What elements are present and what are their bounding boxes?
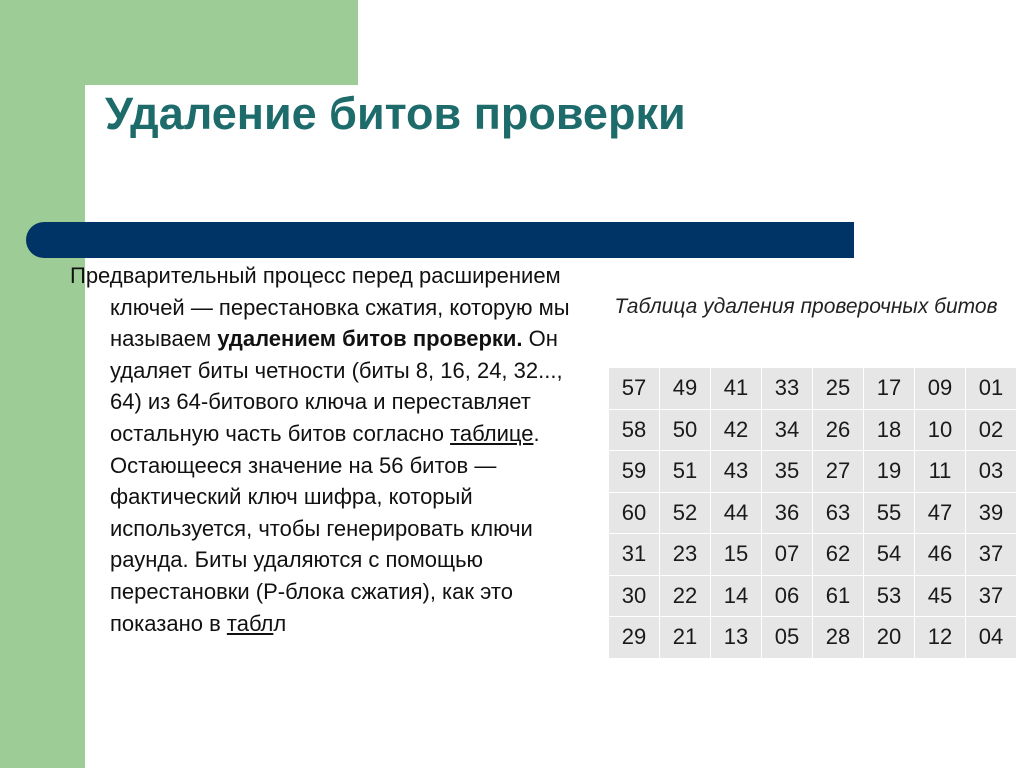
title-divider-bar xyxy=(26,222,854,258)
table-cell: 61 xyxy=(813,575,864,617)
table-link-truncated[interactable]: табл xyxy=(226,610,274,636)
table-row xyxy=(609,368,1017,410)
table-cell: 30 xyxy=(609,575,660,617)
table-cell: 10 xyxy=(915,409,966,451)
table-cell: 02 xyxy=(966,409,1017,451)
table-cell: 37 xyxy=(966,575,1017,617)
table-cell: 26 xyxy=(813,409,864,451)
table-cell: 20 xyxy=(864,617,915,659)
table-cell: 33 xyxy=(762,368,813,410)
table-cell: 29 xyxy=(609,617,660,659)
slide-title: Удаление битов проверки xyxy=(105,88,686,139)
table-cell: 44 xyxy=(711,492,762,534)
table-cell: 39 xyxy=(966,492,1017,534)
table-cell: 52 xyxy=(660,492,711,534)
table-cell: 54 xyxy=(864,534,915,576)
table-cell: 46 xyxy=(915,534,966,576)
table-row xyxy=(609,575,1017,617)
table-cell: 43 xyxy=(711,451,762,493)
table-cell: 15 xyxy=(711,534,762,576)
table-cell: 42 xyxy=(711,409,762,451)
body-tail: л xyxy=(273,610,287,636)
table-cell: 25 xyxy=(813,368,864,410)
table-cell: 19 xyxy=(864,451,915,493)
table-cell: 14 xyxy=(711,575,762,617)
table-cell: 59 xyxy=(609,451,660,493)
table-cell: 13 xyxy=(711,617,762,659)
table-link[interactable]: таблице xyxy=(450,420,534,446)
table-cell: 09 xyxy=(915,368,966,410)
table-cell: 28 xyxy=(813,617,864,659)
table-cell: 34 xyxy=(762,409,813,451)
parity-drop-table-body xyxy=(609,368,1017,659)
table-cell: 35 xyxy=(762,451,813,493)
parity-drop-table xyxy=(608,367,1017,659)
table-cell: 05 xyxy=(762,617,813,659)
table-cell: 57 xyxy=(609,368,660,410)
green-accent-top xyxy=(0,0,358,85)
table-cell: 11 xyxy=(915,451,966,493)
table-cell: 21 xyxy=(660,617,711,659)
table-cell: 60 xyxy=(609,492,660,534)
body-intro: Предварительный процесс перед расширением ключей — перестановка сжатия, которую мы называем xyxy=(70,263,570,352)
table-cell: 36 xyxy=(762,492,813,534)
table-row xyxy=(609,492,1017,534)
table-cell: 41 xyxy=(711,368,762,410)
table-row xyxy=(609,617,1017,659)
table-cell: 18 xyxy=(864,409,915,451)
table-cell: 03 xyxy=(966,451,1017,493)
table-cell: 51 xyxy=(660,451,711,493)
body-middle: Он удаляет биты четности (биты 8, 16, 24, 32..., 64) из 64-битового ключа и переставляет остальную часть битов согласно xyxy=(110,326,563,446)
table-cell: 04 xyxy=(966,617,1017,659)
body-text xyxy=(70,260,600,639)
table-cell: 37 xyxy=(966,534,1017,576)
table-cell: 62 xyxy=(813,534,864,576)
table-cell: 47 xyxy=(915,492,966,534)
table-cell: 53 xyxy=(864,575,915,617)
table-cell: 49 xyxy=(660,368,711,410)
table-cell: 45 xyxy=(915,575,966,617)
table-cell: 55 xyxy=(864,492,915,534)
table-cell: 58 xyxy=(609,409,660,451)
table-row xyxy=(609,451,1017,493)
table-cell: 23 xyxy=(660,534,711,576)
table-cell: 50 xyxy=(660,409,711,451)
table-cell: 07 xyxy=(762,534,813,576)
table-cell: 12 xyxy=(915,617,966,659)
table-row xyxy=(609,534,1017,576)
table-row xyxy=(609,409,1017,451)
table-cell: 27 xyxy=(813,451,864,493)
table-cell: 63 xyxy=(813,492,864,534)
body-bold-term: удалением битов проверки. xyxy=(217,326,523,352)
table-cell: 31 xyxy=(609,534,660,576)
body-paragraph xyxy=(70,260,600,639)
table-cell: 06 xyxy=(762,575,813,617)
table-caption: Таблица удаления проверочных битов xyxy=(614,295,998,318)
body-after-link: . Остающееся значение на 56 битов — фактический ключ шифра, который используется, чтобы генерировать ключи раунда. Биты удаляются с помощью перестановки (P-блока сжатия), как это показано в xyxy=(110,420,540,636)
table-cell: 22 xyxy=(660,575,711,617)
table-cell: 17 xyxy=(864,368,915,410)
table-cell: 01 xyxy=(966,368,1017,410)
